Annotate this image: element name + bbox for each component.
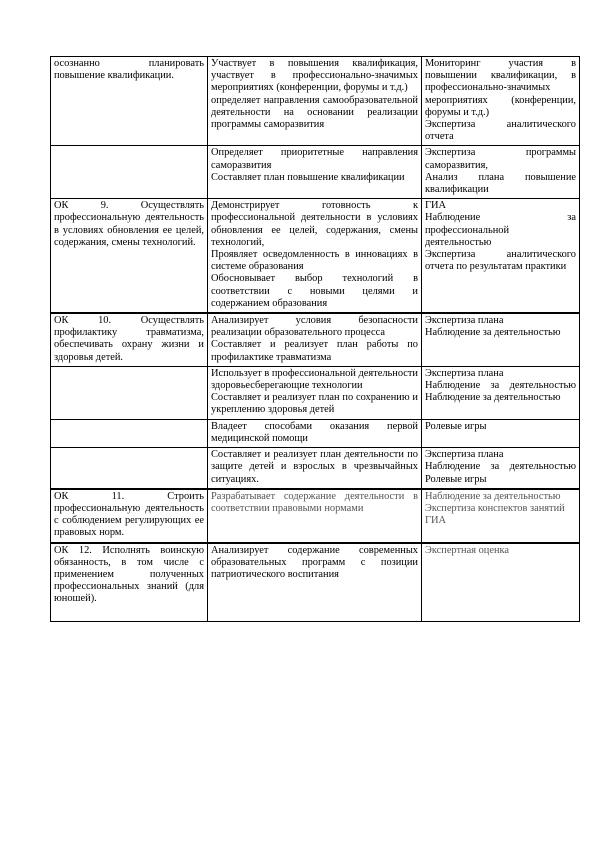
assessment-text: Экспертиза программы саморазвития, — [425, 147, 576, 171]
indicator-cell — [208, 543, 422, 622]
competence-text: осознанно планировать повышение квалификации. — [54, 58, 204, 82]
table-row — [51, 448, 580, 489]
assessment-cell — [422, 448, 580, 489]
assessment-cell — [422, 489, 580, 543]
table-row — [51, 313, 580, 366]
indicator-text: Определяет приоритетные направления саморазвития — [211, 147, 418, 171]
assessment-text: Экспертиза плана — [425, 315, 504, 327]
table-row — [51, 419, 580, 447]
competence-table — [50, 56, 580, 622]
assessment-cell — [422, 543, 580, 622]
assessment-text: Экспертиза конспектов занятий — [425, 502, 565, 514]
table-row — [51, 146, 580, 199]
indicator-text: Составляет и реализует план работы по профилактике травматизма — [211, 339, 418, 363]
assessment-cell — [422, 199, 580, 313]
indicator-text: Составляет план повышение квалификации — [211, 171, 405, 183]
assessment-text: Экспертиза плана — [425, 449, 504, 461]
indicator-cell — [208, 57, 422, 146]
indicator-cell — [208, 419, 422, 447]
assessment-text: Мониторинг участия в повышении квалификации, в профессионально-значимых мероприятиях (конференции, форумы и т.д.) — [425, 58, 576, 118]
assessment-text: Экспертиза аналитического отчета — [425, 119, 576, 143]
table-row — [51, 489, 580, 543]
indicator-cell — [208, 146, 422, 199]
assessment-text: Ролевые игры — [425, 420, 487, 432]
assessment-cell — [422, 313, 580, 366]
assessment-cell — [422, 57, 580, 146]
indicator-text: Анализирует условия безопасности реализации образовательного процесса — [211, 315, 418, 339]
assessment-cell — [422, 419, 580, 447]
indicator-cell — [208, 199, 422, 313]
competence-cell — [51, 199, 208, 313]
indicator-text: Обосновывает выбор технологий в соответствии с новыми целями и содержанием образования — [211, 273, 418, 309]
indicator-text: Демонстрирует готовность к профессиональной деятельности в условиях обновления ее целей, содержания, смены технологий, — [211, 200, 418, 248]
table-row — [51, 366, 580, 419]
indicator-text: Использует в профессиональной деятельности здоровьесберегающие технологии — [211, 367, 418, 392]
indicator-text: Владеет способами оказания первой медицинской помощи — [211, 420, 418, 444]
indicator-text: Проявляет осведомленность в инновациях в системе образования — [211, 249, 418, 273]
competence-cell — [51, 366, 208, 419]
indicator-text: Анализирует содержание современных образовательных программ с позиции патриотического воспитания — [211, 544, 418, 580]
assessment-text: Экспертиза аналитического отчета по результатам практики — [425, 249, 576, 273]
assessment-text: Наблюдение за деятельностью — [425, 327, 561, 339]
indicator-text: Составляет и реализует план по сохранению и укреплению здоровья детей — [211, 392, 418, 416]
indicator-text: Составляет и реализует план деятельности по защите детей и взрослых в чрезвычайных ситуациях. — [211, 449, 418, 485]
assessment-text: Экспертная оценка — [425, 544, 510, 556]
competence-cell — [51, 419, 208, 447]
competence-text: ОК 10. Осуществлять профилактику травматизма, обеспечивать охрану жизни и здоровья детей. — [54, 315, 204, 363]
competence-cell — [51, 313, 208, 366]
competence-text: ОК 9. Осуществлять профессиональную деятельность в условиях обновления ее целей, содержания, смены технологий. — [54, 200, 204, 248]
competence-cell — [51, 146, 208, 199]
assessment-text: Наблюдение за деятельностью Наблюдение за деятельностью — [425, 380, 576, 404]
table-row — [51, 57, 580, 146]
indicator-text: определяет направления самообразовательной деятельности на основании реализации программы саморазвития — [211, 94, 418, 131]
indicator-cell — [208, 489, 422, 543]
assessment-cell — [422, 146, 580, 199]
assessment-text: Экспертиза плана — [425, 367, 504, 379]
table-row — [51, 543, 580, 622]
indicator-text: Разрабатывает содержание деятельности в соответствии правовыми нормами — [211, 490, 418, 514]
competence-text: ОК 11. Строить профессиональную деятельность с соблюдением регулирующих ее правовых норм. — [54, 490, 204, 539]
assessment-cell — [422, 366, 580, 419]
competence-text: ОК 12. Исполнять воинскую обязанность, в том числе с применением полученных профессиональных знаний (для юношей). — [54, 544, 204, 605]
indicator-cell — [208, 366, 422, 419]
assessment-text: Анализ плана повышение квалификации — [425, 171, 576, 196]
competence-cell — [51, 489, 208, 543]
competence-cell — [51, 57, 208, 146]
assessment-text: Наблюдение за деятельностью — [425, 490, 561, 502]
indicator-cell — [208, 313, 422, 366]
indicator-text: Участвует в повышения квалификация, участвует в профессионально-значимых мероприятиях (конференции, форумы и т.д.) — [211, 58, 418, 94]
assessment-text: ГИА — [425, 515, 447, 527]
assessment-text: Наблюдение за деятельностью Ролевые игры — [425, 461, 576, 485]
table-row — [51, 199, 580, 313]
assessment-text: ГИА — [425, 200, 447, 212]
indicator-cell — [208, 448, 422, 489]
competence-cell — [51, 448, 208, 489]
competence-cell — [51, 543, 208, 622]
assessment-text: Наблюдение за профессиональной деятельностью — [425, 212, 576, 248]
